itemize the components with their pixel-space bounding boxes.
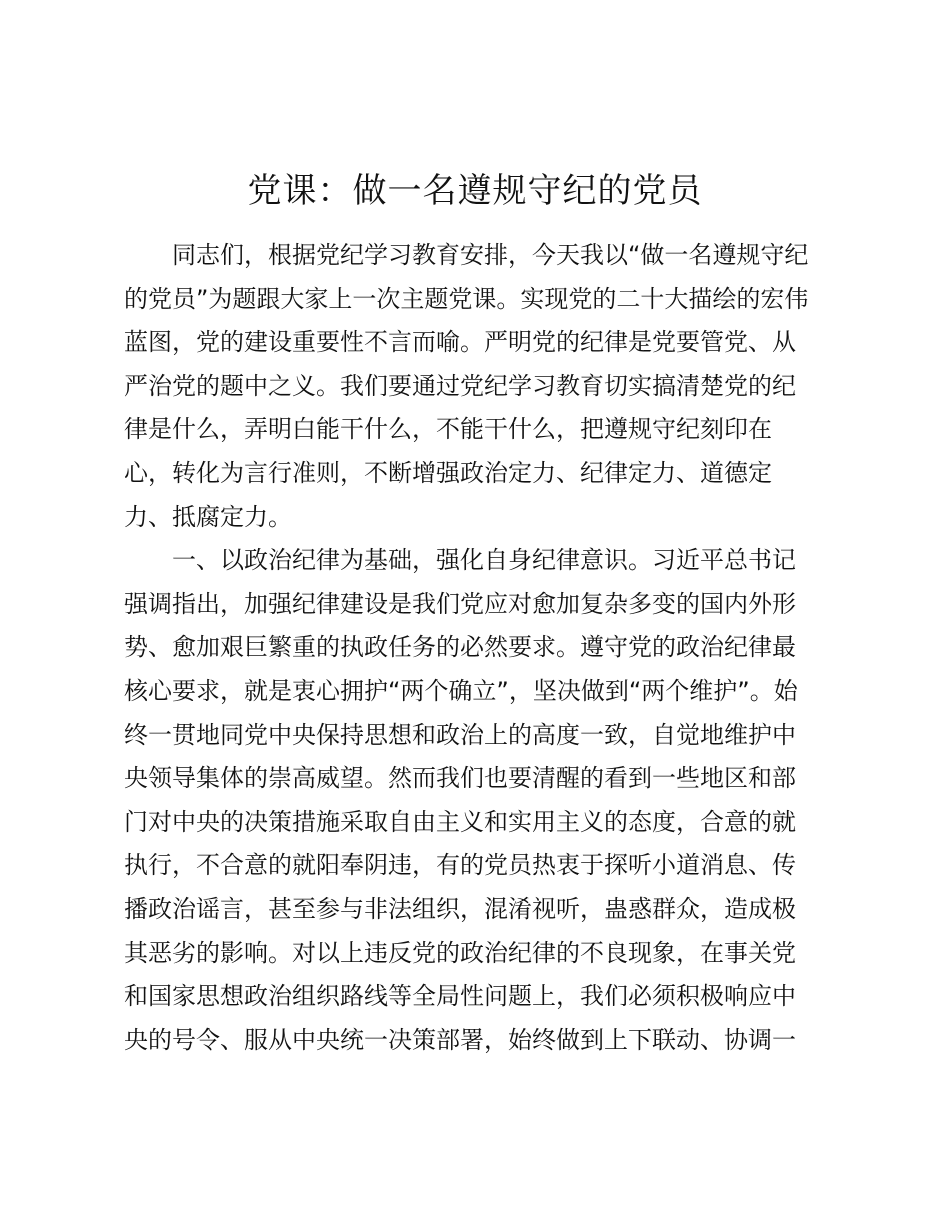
text-line: 严治党的题中之义。我们要通过党纪学习教育切实搞清楚党的纪 xyxy=(124,371,796,400)
text-line: 心，转化为言行准则，不断增强政治定力、纪律定力、道德定 xyxy=(124,458,772,487)
text-line: 的党员”为题跟大家上一次主题党课。实现党的二十大描绘的宏伟 xyxy=(124,284,809,313)
text-line: 门对中央的决策措施采取自由主义和实用主义的态度，合意的就 xyxy=(124,807,796,836)
document-body xyxy=(124,234,834,1062)
text-line: 力、抵腐定力。 xyxy=(124,502,292,531)
document-title: 党课：做一名遵规守纪的党员 xyxy=(247,171,703,211)
text-line: 蓝图，党的建设重要性不言而喻。严明党的纪律是党要管党、从 xyxy=(124,328,796,357)
text-line: 其恶劣的影响。对以上违反党的政治纪律的不良现象，在事关党 xyxy=(124,938,796,967)
text-line: 同志们，根据党纪学习教育安排，今天我以“做一名遵规守纪 xyxy=(172,241,809,269)
text-line: 一、以政治纪律为基础，强化自身纪律意识。习近平总书记 xyxy=(172,546,796,575)
text-line: 央领导集体的崇高威望。然而我们也要清醒的看到一些地区和部 xyxy=(124,764,796,793)
text-line: 强调指出，加强纪律建设是我们党应对愈加复杂多变的国内外形 xyxy=(124,589,796,618)
text-line: 央的号令、服从中央统一决策部署，始终做到上下联动、协调一 xyxy=(124,1025,796,1054)
text-line: 播政治谣言，甚至参与非法组织，混淆视听，蛊惑群众，造成极 xyxy=(124,894,796,923)
text-line: 执行，不合意的就阳奉阴违，有的党员热衷于探听小道消息、传 xyxy=(124,851,796,880)
text-line: 和国家思想政治组织路线等全局性问题上，我们必须积极响应中 xyxy=(124,982,796,1011)
text-line: 势、愈加艰巨繁重的执政任务的必然要求。遵守党的政治纪律最 xyxy=(124,633,796,662)
text-line: 核心要求，就是衷心拥护“两个确立”，坚决做到“两个维护”。始 xyxy=(124,676,798,705)
text-line: 终一贯地同党中央保持思想和政治上的高度一致，自觉地维护中 xyxy=(124,720,796,749)
text-line: 律是什么，弄明白能干什么，不能干什么，把遵规守纪刻印在 xyxy=(124,415,772,444)
